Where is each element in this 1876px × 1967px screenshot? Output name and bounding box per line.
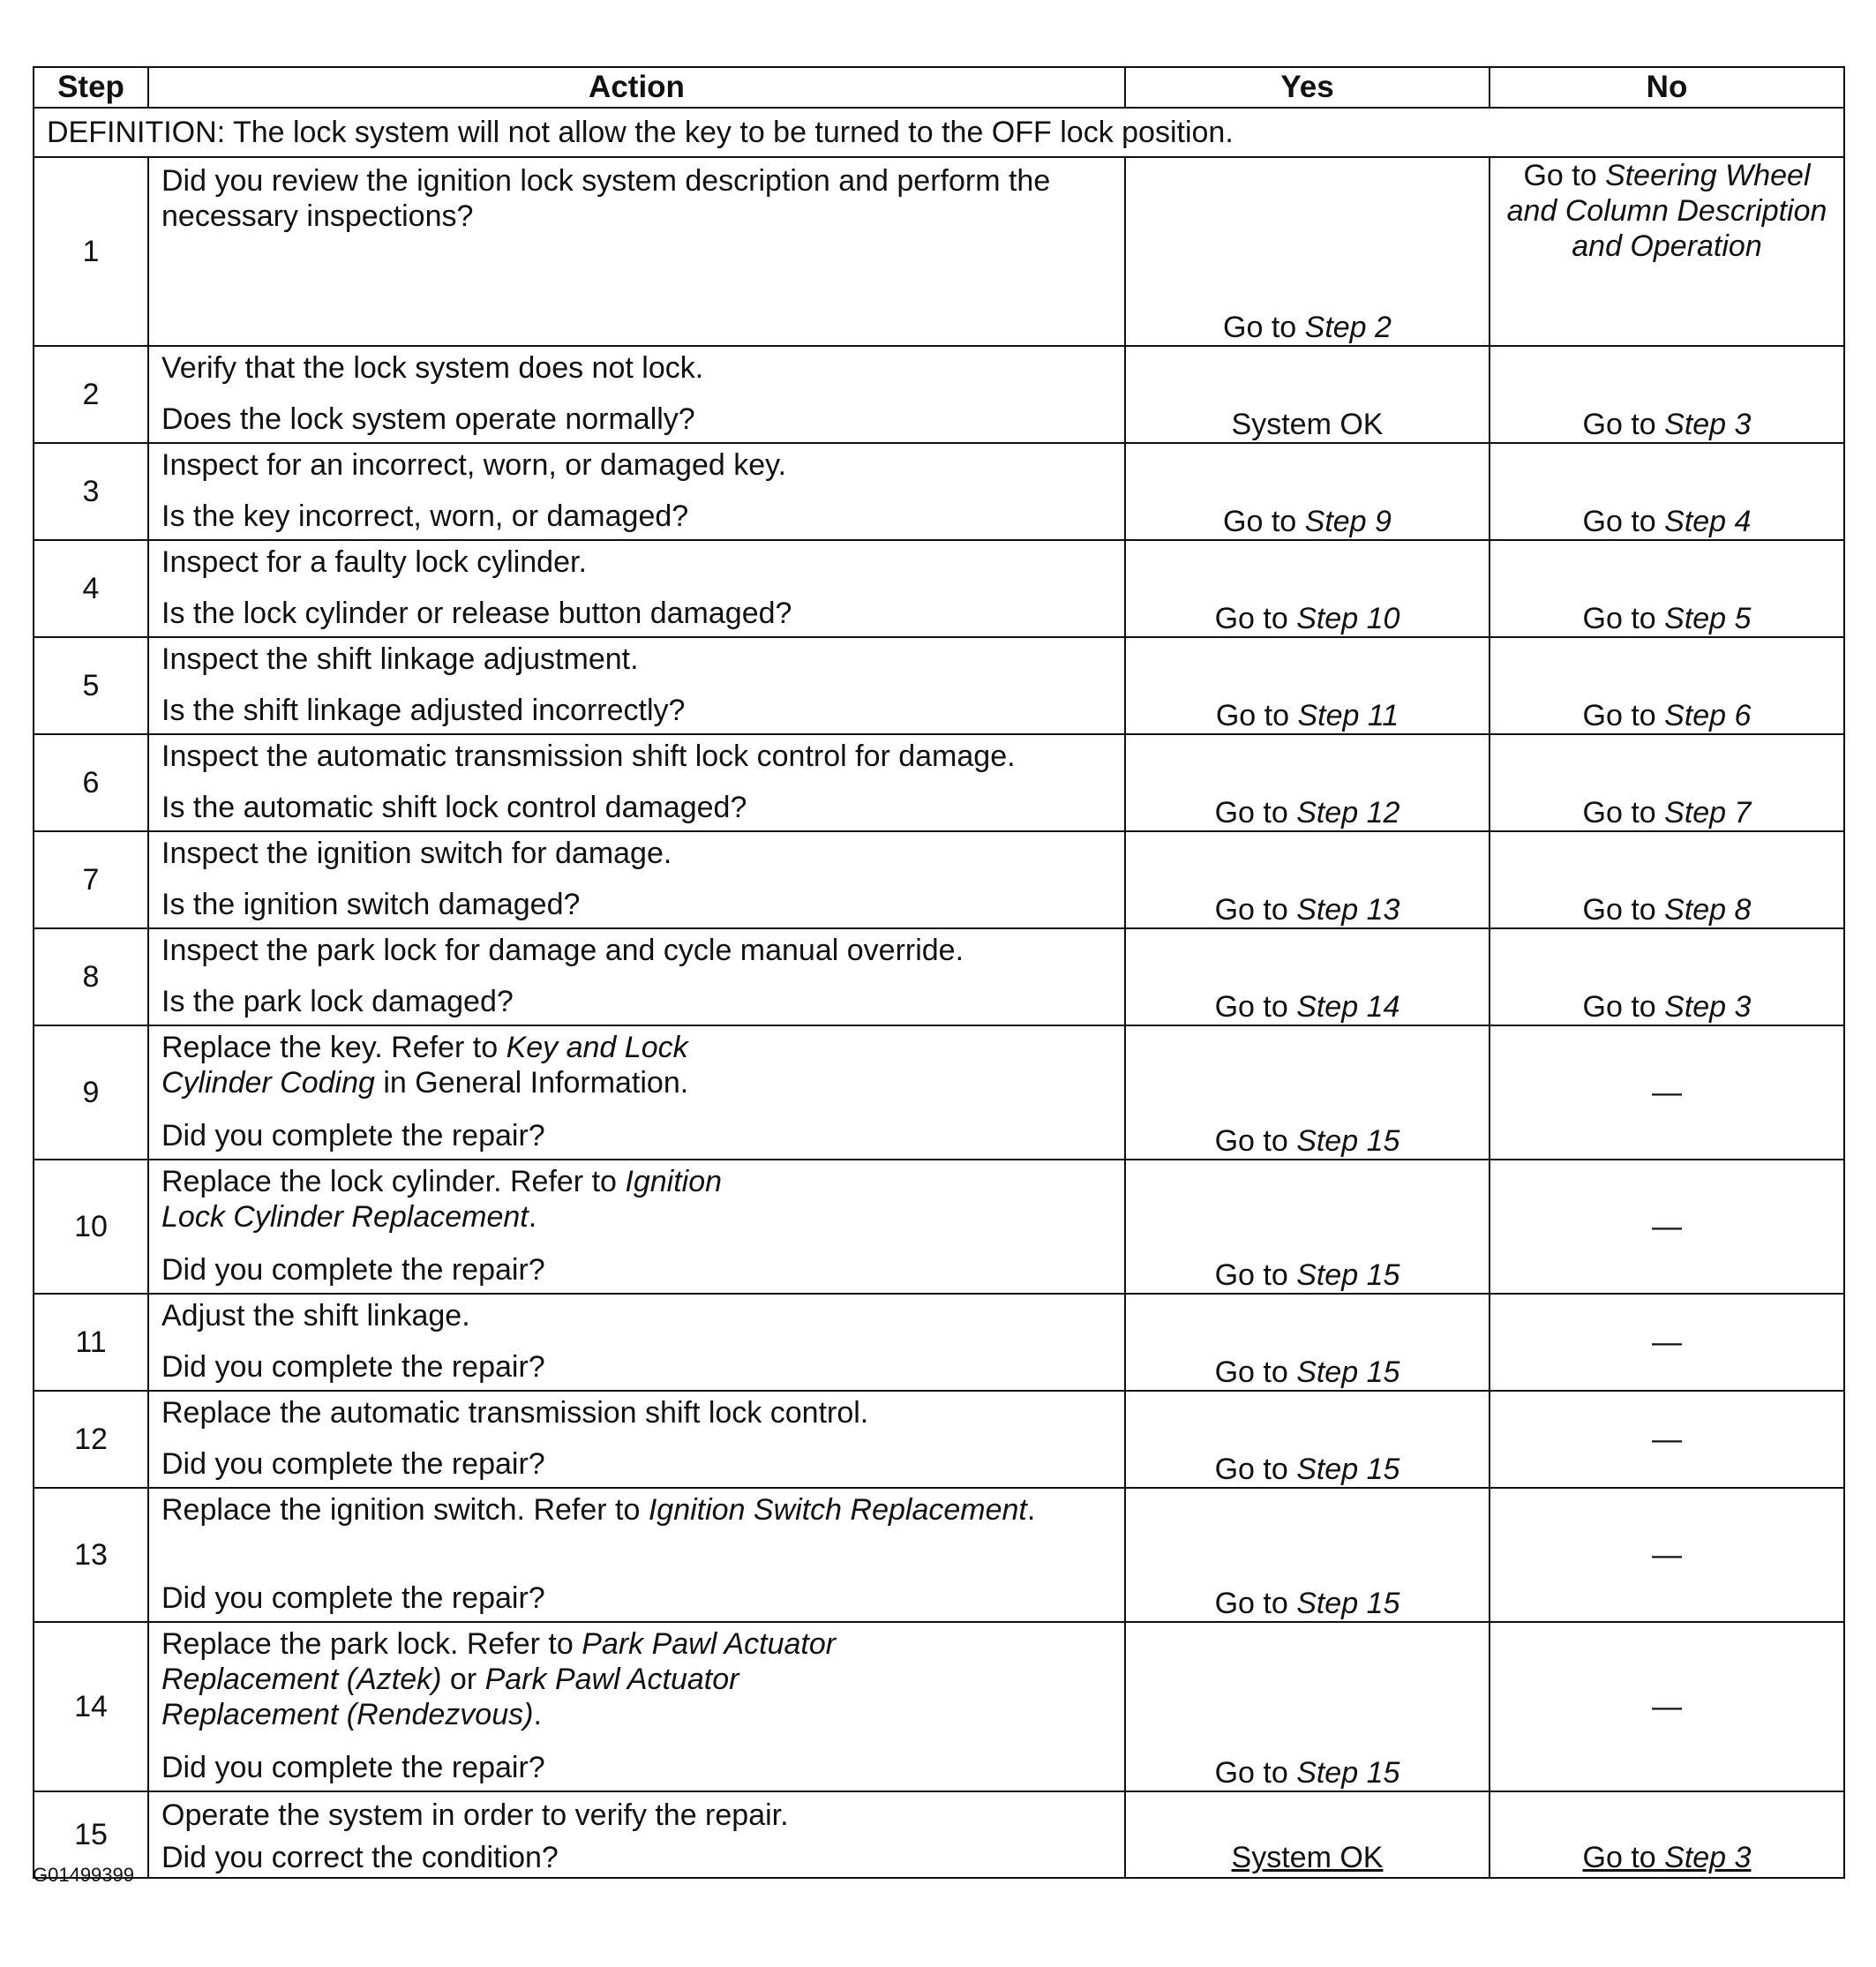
doc-reference-link[interactable]: Park Pawl Actuator Replacement (Rendezvous) [161,1663,739,1731]
action-instruction [161,1160,1112,1235]
action-suffix: in General Information. [374,1066,689,1100]
step-link[interactable]: Step 15 [1296,1587,1400,1620]
no-prefix: Go to [1582,893,1665,927]
no-cell: — [1490,1622,1844,1791]
action-question: Did you complete the repair? [161,1253,545,1287]
step-link[interactable]: Step 15 [1296,1453,1400,1486]
table-row [34,734,1844,831]
action-question: Did you complete the repair? [161,1350,545,1384]
step-link[interactable]: Step 15 [1296,1124,1400,1158]
doc-reference-link[interactable]: Ignition Switch Replacement [648,1493,1027,1527]
action-connector: or [441,1663,485,1696]
diagnostic-table [33,66,1845,1879]
step-number: 13 [34,1488,148,1622]
action-cell [148,1160,1125,1294]
action-cell [148,1025,1125,1160]
action-suffix: . [533,1698,542,1731]
action-prefix: Replace the ignition switch. Refer to [161,1493,649,1527]
no-result [1583,1841,1752,1874]
step-link[interactable]: Step 3 [1664,990,1752,1024]
yes-prefix: Go to [1223,505,1305,538]
no-prefix: Go to [1582,990,1665,1024]
yes-cell [1125,1622,1490,1791]
no-prefix: Go to [1582,602,1665,635]
step-number: 7 [34,831,148,928]
action-instruction: Adjust the shift linkage. [161,1299,470,1333]
action-instruction [161,1623,1112,1732]
action-instruction [161,1026,1112,1100]
yes-cell [1125,443,1490,540]
action-question: Did you complete the repair? [161,1751,545,1784]
yes-cell [1125,734,1490,831]
step-number: 1 [34,157,148,346]
action-instruction: Inspect for an incorrect, worn, or damaged key. [161,448,787,482]
header-no: No [1490,67,1844,108]
no-prefix: Go to [1582,699,1665,732]
step-link[interactable]: Step 3 [1664,408,1752,441]
action-question: Did you correct the condition? [161,1841,559,1874]
step-link[interactable]: Step 7 [1664,796,1752,830]
doc-reference-link[interactable]: Steering Wheel and Column Description and Operation [1506,159,1827,263]
step-number: 4 [34,540,148,637]
step-link[interactable]: Step 12 [1296,796,1400,830]
doc-reference-link[interactable]: Key and Lock Cylinder Coding [161,1031,688,1100]
yes-cell [1125,157,1490,346]
step-link[interactable]: Step 9 [1304,505,1392,538]
action-cell [148,831,1125,928]
yes-prefix: Go to [1214,602,1297,635]
yes-prefix: Go to [1214,1587,1297,1620]
action-suffix: . [1026,1493,1036,1527]
action-instruction: Verify that the lock system does not lock. [161,351,704,385]
no-cell [1490,1791,1844,1878]
yes-prefix: Go to [1214,1756,1297,1790]
action-cell [148,1294,1125,1391]
step-number: 10 [34,1160,148,1294]
action-prefix: Replace the key. Refer to [161,1031,507,1064]
table-row [34,637,1844,734]
action-cell [148,443,1125,540]
action-suffix: . [528,1200,537,1234]
action-cell [148,734,1125,831]
table-row [34,1160,1844,1294]
action-question: Does the lock system operate normally? [161,402,695,436]
yes-result: System OK [1231,1841,1384,1874]
step-number: 12 [34,1391,148,1488]
action-cell [148,1622,1125,1791]
action-instruction: Inspect the automatic transmission shift lock control for damage. [161,740,1016,773]
step-number: 15 [34,1791,148,1878]
action-cell [148,346,1125,443]
step-link[interactable]: Step 11 [1297,699,1399,732]
action-cell [148,1488,1125,1622]
action-question: Is the key incorrect, worn, or damaged? [161,499,689,533]
yes-prefix: Go to [1214,1258,1297,1292]
yes-cell [1125,540,1490,637]
yes-cell [1125,1791,1490,1878]
no-cell [1490,637,1844,734]
yes-cell [1125,1160,1490,1294]
no-cell: — [1490,1025,1844,1160]
action-cell [148,1391,1125,1488]
step-link[interactable]: Step 10 [1296,602,1400,635]
yes-cell [1125,1391,1490,1488]
yes-cell [1125,637,1490,734]
header-step: Step [34,67,148,108]
yes-cell [1125,1294,1490,1391]
no-prefix: Go to [1582,408,1665,441]
yes-cell [1125,831,1490,928]
action-prefix: Replace the lock cylinder. Refer to [161,1165,626,1198]
yes-prefix: Go to [1214,796,1297,830]
yes-cell [1125,1025,1490,1160]
no-prefix: Go to [1582,505,1665,538]
action-cell [148,540,1125,637]
no-cell: — [1490,1391,1844,1488]
yes-cell [1125,1488,1490,1622]
no-cell: — [1490,1488,1844,1622]
table-row [34,928,1844,1025]
step-link[interactable]: Step 15 [1296,1258,1400,1292]
table-row [34,1791,1844,1878]
header-row [34,67,1844,108]
yes-prefix: Go to [1215,699,1298,732]
no-cell: — [1490,1294,1844,1391]
step-link[interactable]: Step 8 [1664,893,1752,927]
action-instruction: Replace the automatic transmission shift lock control. [161,1396,869,1430]
yes-prefix: Go to [1214,893,1297,927]
no-cell [1490,831,1844,928]
step-link[interactable]: Step 6 [1664,699,1752,732]
action-instruction: Inspect for a faulty lock cylinder. [161,545,587,579]
table-row [34,1391,1844,1488]
table-row [34,157,1844,346]
step-number: 11 [34,1294,148,1391]
action-question: Did you complete the repair? [161,1447,545,1481]
no-cell [1490,734,1844,831]
yes-cell [1125,928,1490,1025]
no-cell [1490,157,1844,346]
action-question: Did you complete the repair? [161,1581,545,1615]
action-question: Is the ignition switch damaged? [161,888,581,921]
doc-reference-link[interactable]: Ignition Lock Cylinder Replacement [161,1165,723,1234]
step-number: 2 [34,346,148,443]
no-prefix: Go to [1523,159,1606,192]
step-number: 14 [34,1622,148,1791]
definition-row [34,108,1844,157]
step-link[interactable]: Step 15 [1296,1355,1400,1389]
action-instruction [161,1489,1112,1528]
no-cell [1490,443,1844,540]
step-link[interactable]: Step 13 [1296,893,1400,927]
action-cell [148,157,1125,346]
table-row [34,1622,1844,1791]
action-cell [148,637,1125,734]
action-instruction: Inspect the shift linkage adjustment. [161,642,639,676]
yes-cell: System OK [1125,346,1490,443]
action-cell [148,928,1125,1025]
action-cell [148,1791,1125,1878]
action-prefix: Replace the park lock. Refer to [161,1627,582,1661]
figure-id: G01499399 [33,1864,134,1886]
table-row [34,1025,1844,1160]
table-row [34,1488,1844,1622]
doc-reference-link[interactable]: Park Pawl Actuator Replacement (Aztek) [161,1627,837,1696]
action-question: Is the shift linkage adjusted incorrectly? [161,694,686,727]
table-row [34,1294,1844,1391]
step-link[interactable]: Step 5 [1664,602,1752,635]
definition-text: DEFINITION: The lock system will not allow the key to be turned to the OFF lock position. [34,108,1844,157]
yes-prefix: Go to [1214,990,1297,1024]
step-number: 6 [34,734,148,831]
yes-prefix: Go to [1214,1355,1297,1389]
action-instruction: Inspect the ignition switch for damage. [161,837,672,870]
no-cell [1490,540,1844,637]
action-text: Did you review the ignition lock system description and perform the necessary inspections? [161,164,1051,233]
no-cell: — [1490,1160,1844,1294]
yes-prefix: Go to [1223,311,1305,344]
step-link[interactable]: Step 4 [1664,505,1752,538]
header-action: Action [148,67,1125,108]
yes-prefix: Go to [1214,1453,1297,1486]
no-prefix: Go to [1582,1841,1665,1874]
step-number: 5 [34,637,148,734]
step-link[interactable]: Step 15 [1296,1756,1400,1790]
table-row [34,540,1844,637]
action-instruction: Inspect the park lock for damage and cycle manual override. [161,934,964,967]
header-yes: Yes [1125,67,1490,108]
step-link[interactable]: Step 14 [1296,990,1400,1024]
no-cell [1490,928,1844,1025]
action-instruction: Operate the system in order to verify the repair. [161,1798,789,1832]
table-row [34,346,1844,443]
no-prefix: Go to [1582,796,1665,830]
step-link[interactable]: Step 3 [1664,1841,1752,1874]
yes-prefix: Go to [1214,1124,1297,1158]
step-number: 3 [34,443,148,540]
step-link[interactable]: Step 2 [1304,311,1392,344]
table-row [34,443,1844,540]
no-cell [1490,346,1844,443]
action-question: Did you complete the repair? [161,1119,545,1152]
table-row [34,831,1844,928]
action-question: Is the park lock damaged? [161,985,514,1018]
step-number: 8 [34,928,148,1025]
action-question: Is the lock cylinder or release button damaged? [161,597,792,630]
action-question: Is the automatic shift lock control damaged? [161,791,747,824]
step-number: 9 [34,1025,148,1160]
